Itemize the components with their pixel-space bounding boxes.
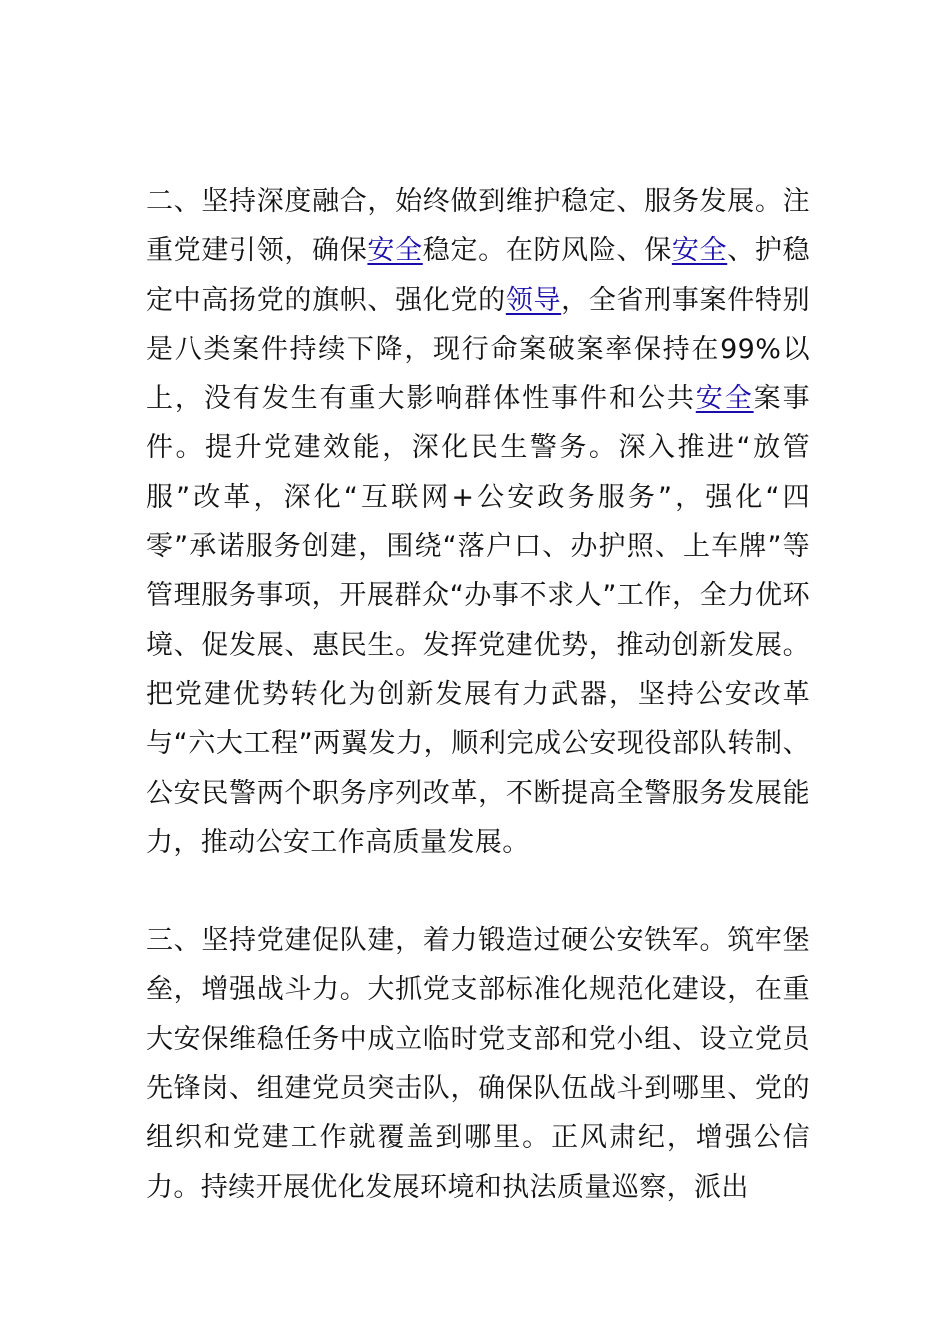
text-segment: 稳定。在防风险、保 xyxy=(422,235,672,267)
text-segment: 二、坚持深度融合，始终做到维护稳定、服务发展。注重党建引领，确保 xyxy=(146,186,810,267)
text-segment: ，全省刑事案件特别是八类案件持续下降，现行命案破案率保持在99%以上，没有发生有重大影响群体性事件和公共 xyxy=(146,284,810,415)
paragraph-2 xyxy=(146,177,810,867)
text-segment: 案事件。提升党建效能，深化民生警务。深入推进“放管服”改革，深化“互联网+公安政务服务”，强化“四零”承诺服务创建，围绕“落户口、办护照、上车牌”等管理服务事项，开展群众“办事不求人”工作，全力优环境、促发展、惠民生。发挥党建优势，推动创新发展。把党建优势转化为创新发展有力武器，坚持公安改革与“六大工程”两翼发力，顺利完成公安现役部队转制、公安民警两个职务序列改革，不断提高全警服务发展能力，推动公安工作高质量发展。 xyxy=(146,383,810,858)
text-segment: 三、坚持党建促队建，着力锻造过硬公安铁军。筑牢堡垒，增强战斗力。大抓党支部标准化规范化建设，在重大安保维稳任务中成立临时党支部和党小组、设立党员先锋岗、组建党员突击队，确保队伍战斗到哪里、党的组织和党建工作就覆盖到哪里。正风肃纪，增强公信力。持续开展优化发展环境和执法质量巡察，派出 xyxy=(146,925,810,1203)
document-body xyxy=(146,177,810,1212)
paragraph-3 xyxy=(146,916,810,1212)
link-lingdao[interactable]: 领导 xyxy=(505,284,562,316)
link-anquan[interactable]: 安全 xyxy=(671,235,728,267)
link-anquan[interactable]: 安全 xyxy=(695,383,754,415)
link-anquan[interactable]: 安全 xyxy=(367,235,423,267)
text-segment: 、护稳定中高扬党的旗帜、强化党的 xyxy=(146,235,810,316)
